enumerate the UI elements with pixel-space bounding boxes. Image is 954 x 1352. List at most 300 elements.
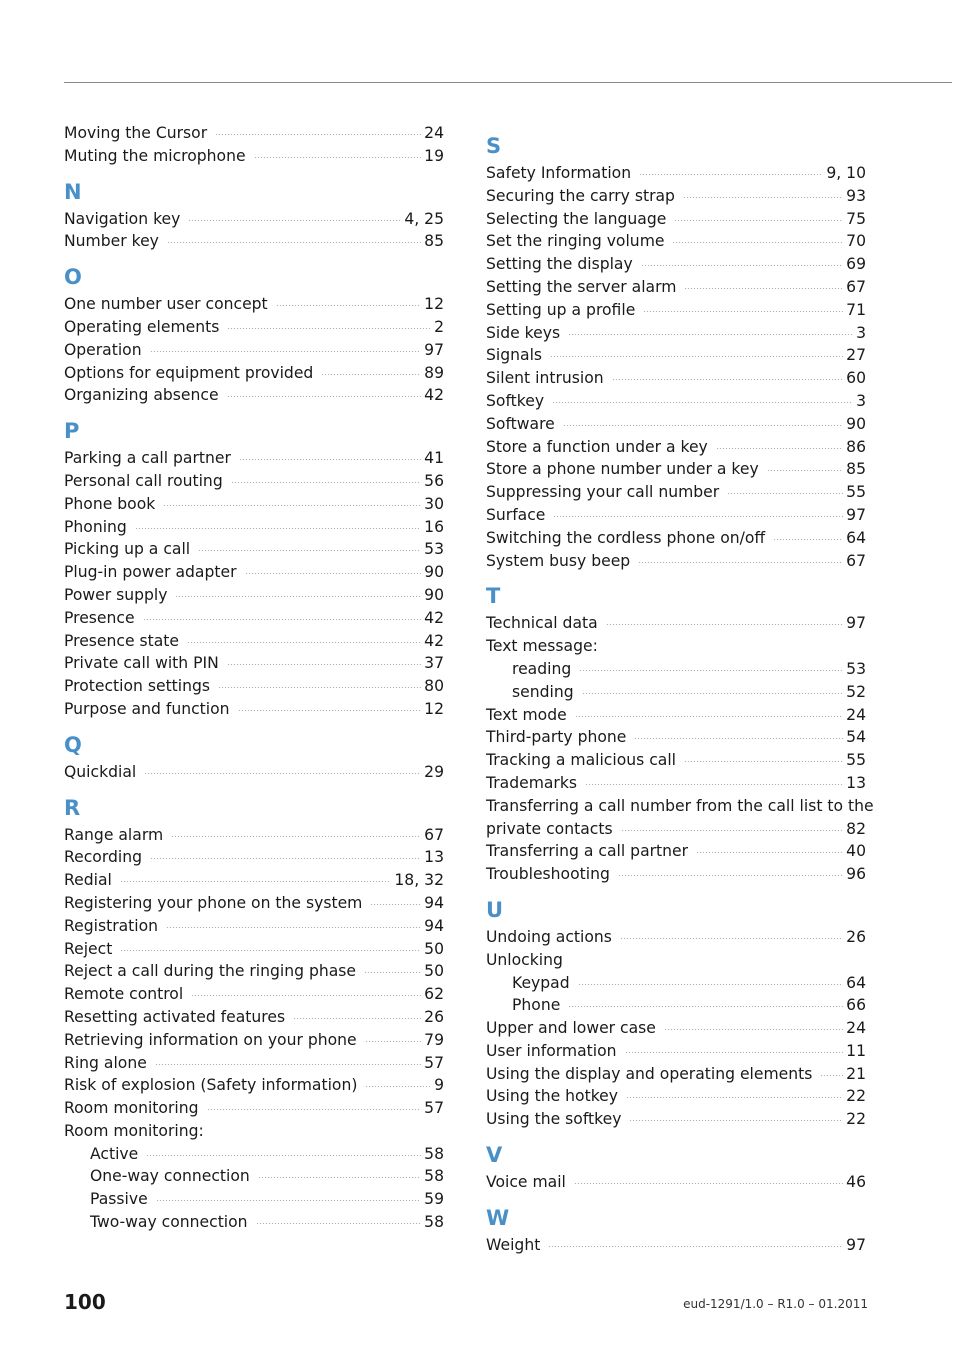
dot-leader: [638, 562, 843, 563]
index-letter-s: S: [486, 134, 502, 158]
dot-leader: [254, 157, 422, 158]
dot-leader: [120, 950, 421, 951]
dot-leader: [629, 1120, 843, 1121]
entry-text: Surface: [486, 505, 546, 524]
entry-page: 26: [424, 1007, 444, 1026]
dot-leader: [696, 852, 843, 853]
entry-page: 56: [424, 471, 444, 490]
dot-leader: [135, 528, 421, 529]
dot-leader: [674, 220, 843, 221]
entry-page: 85: [424, 232, 444, 251]
dot-leader: [187, 642, 421, 643]
index-letter-t: T: [486, 584, 501, 609]
entry-text: Operation: [64, 340, 142, 359]
dot-leader: [227, 396, 422, 397]
index-entry: [486, 208, 866, 231]
index-entry: [486, 1040, 866, 1063]
dot-leader: [171, 836, 421, 837]
index-heading: [486, 635, 866, 658]
entry-text: Power supply: [64, 585, 168, 604]
index-entry: [486, 1085, 866, 1108]
entry-page: 57: [424, 1099, 444, 1118]
index-entry: [486, 458, 866, 481]
index-letter-n: N: [64, 179, 82, 204]
index-entry: [486, 772, 866, 795]
entry-text: Moving the Cursor: [64, 124, 208, 142]
entry-text: Transferring a call number from the call list to the: [486, 796, 874, 815]
index-entry: [64, 1074, 444, 1097]
entry-page: 67: [846, 277, 866, 296]
index-entry: [64, 362, 444, 385]
dot-leader: [144, 773, 421, 774]
index-entry: [64, 447, 444, 470]
page-number: 100: [64, 1290, 106, 1314]
entry-text: Recording: [64, 848, 142, 867]
entry-text: Presence: [64, 608, 135, 627]
index-entry: [486, 840, 866, 863]
entry-page: 69: [846, 255, 866, 274]
index-subentry: [64, 1165, 444, 1188]
entry-page: 3: [856, 323, 866, 342]
entry-page: 62: [424, 985, 444, 1004]
entry-page: 53: [846, 659, 866, 678]
entry-page: 97: [424, 340, 444, 359]
entry-text: Text message:: [486, 637, 598, 656]
entry-text: Quickdial: [64, 762, 137, 781]
dot-leader: [146, 1155, 421, 1156]
entry-page: 42: [424, 608, 444, 627]
entry-page: 46: [846, 1173, 866, 1192]
dot-leader: [563, 425, 843, 426]
entry-text: Navigation key: [64, 209, 181, 228]
entry-page: 9, 10: [826, 164, 866, 182]
entry-text: Using the display and operating elements: [486, 1064, 813, 1083]
index-entry: [486, 863, 866, 886]
dot-leader: [585, 784, 843, 785]
dot-leader: [548, 1246, 843, 1247]
index-entry: [64, 384, 444, 407]
entry-text: Parking a call partner: [64, 449, 231, 468]
entry-text: Selecting the language: [486, 209, 667, 228]
index-entry: [486, 527, 866, 550]
dot-leader: [150, 351, 422, 352]
dot-leader: [568, 1006, 843, 1007]
index-entry: [64, 869, 444, 892]
dot-leader: [293, 1018, 421, 1019]
index-entry: [64, 938, 444, 961]
index-entry: [64, 516, 444, 539]
dot-leader: [175, 596, 421, 597]
header-rule: [64, 82, 952, 83]
dot-leader: [231, 482, 421, 483]
index-subentry: [486, 681, 866, 704]
entry-text: Reject a call during the ringing phase: [64, 962, 357, 981]
dot-leader: [727, 493, 843, 494]
entry-page: 67: [424, 825, 444, 844]
entry-page: 96: [846, 865, 866, 884]
entry-text: Reject: [64, 939, 113, 958]
entry-text: Switching the cordless phone on/off: [486, 528, 766, 547]
entry-text: Muting the microphone: [64, 146, 246, 165]
entry-page: 30: [424, 494, 444, 513]
index-letter-r: R: [64, 795, 81, 820]
dot-leader: [582, 693, 844, 694]
dot-leader: [258, 1177, 421, 1178]
index-entry: [64, 316, 444, 339]
entry-page: 94: [424, 893, 444, 912]
index-entry: [486, 1234, 866, 1257]
dot-leader: [120, 881, 392, 882]
entry-page: 21: [846, 1064, 866, 1083]
entry-text: Safety Information: [486, 164, 632, 182]
entry-page: 59: [424, 1190, 444, 1209]
dot-leader: [626, 1097, 843, 1098]
entry-page: 24: [846, 1019, 866, 1038]
dot-leader: [364, 972, 421, 973]
index-subentry: [486, 994, 866, 1017]
entry-page: 64: [846, 528, 866, 547]
index-entry: [64, 675, 444, 698]
entry-text: Private call with PIN: [64, 654, 219, 673]
entry-page: 58: [424, 1144, 444, 1163]
dot-leader: [215, 134, 421, 135]
index-letter-p: P: [64, 419, 80, 444]
entry-page: 97: [846, 614, 866, 633]
dot-leader: [550, 356, 843, 357]
entry-text: Purpose and function: [64, 699, 230, 718]
entry-text: Side keys: [486, 323, 561, 342]
index-entry: [64, 652, 444, 675]
dot-leader: [370, 904, 421, 905]
entry-page: 60: [846, 369, 866, 388]
index-entry: [486, 926, 866, 949]
entry-page: 82: [846, 819, 866, 838]
entry-page: 22: [846, 1110, 866, 1129]
entry-text: Protection settings: [64, 677, 211, 696]
entry-text: Risk of explosion (Safety information): [64, 1076, 358, 1095]
entry-text: Two-way connection: [90, 1213, 248, 1232]
dot-leader: [207, 1109, 422, 1110]
dot-leader: [606, 624, 843, 625]
index-entry: [64, 698, 444, 721]
index-entry: [64, 824, 444, 847]
entry-text: One number user concept: [64, 295, 268, 314]
entry-text: Operating elements: [64, 317, 220, 336]
dot-leader: [167, 242, 421, 243]
entry-text: Silent intrusion: [486, 369, 604, 388]
index-entry: [64, 208, 444, 231]
index-entry: [64, 1097, 444, 1120]
dot-leader: [245, 573, 422, 574]
entry-text: Store a phone number under a key: [486, 460, 759, 479]
index-entry: [486, 436, 866, 459]
dot-leader: [641, 265, 843, 266]
entry-text: Setting the display: [486, 255, 633, 274]
entry-text: Active: [90, 1144, 139, 1163]
entry-page: 94: [424, 916, 444, 935]
dot-leader: [155, 1064, 421, 1065]
entry-text: Phoning: [64, 517, 127, 536]
entry-text: Passive: [90, 1190, 148, 1209]
dot-leader: [575, 716, 843, 717]
entry-text: Ring alone: [64, 1053, 147, 1072]
index-entry: [64, 607, 444, 630]
index-entry: [64, 339, 444, 362]
entry-text: Picking up a call: [64, 540, 191, 559]
entry-page: 24: [424, 124, 444, 142]
index-entry: [64, 230, 444, 253]
dot-leader: [672, 242, 843, 243]
entry-page: 75: [846, 209, 866, 228]
entry-page: 22: [846, 1087, 866, 1106]
entry-page: 90: [424, 563, 444, 582]
dot-leader: [188, 220, 401, 221]
index-letter-q: Q: [64, 732, 82, 757]
dot-leader: [552, 402, 853, 403]
entry-page: 42: [424, 386, 444, 405]
entry-page: 58: [424, 1213, 444, 1232]
dot-leader: [365, 1041, 422, 1042]
entry-text: Unlocking: [486, 950, 563, 969]
entry-text: Undoing actions: [486, 927, 612, 946]
entry-page: 19: [424, 146, 444, 165]
index-entry: [486, 413, 866, 436]
index-column-left: [64, 122, 444, 1234]
entry-text: Room monitoring:: [64, 1121, 204, 1140]
entry-page: 13: [846, 773, 866, 792]
index-entry: [486, 1063, 866, 1086]
index-letter-v: V: [486, 1143, 503, 1168]
entry-text: Personal call routing: [64, 471, 223, 490]
entry-page: 70: [846, 232, 866, 251]
index-entry: [64, 1006, 444, 1029]
entry-text: System busy beep: [486, 551, 631, 570]
entry-page: 64: [846, 973, 866, 992]
entry-page: 13: [424, 848, 444, 867]
entry-page: 89: [424, 363, 444, 382]
entry-page: 12: [424, 295, 444, 314]
index-subentry: [64, 1188, 444, 1211]
entry-text: Transferring a call partner: [486, 842, 689, 861]
entry-page: 4, 25: [404, 209, 444, 228]
index-entry: [64, 761, 444, 784]
entry-page: 16: [424, 517, 444, 536]
entry-text: Setting up a profile: [486, 300, 636, 319]
entry-text: Upper and lower case: [486, 1019, 656, 1038]
index-entry: [64, 983, 444, 1006]
index-entry: [486, 299, 866, 322]
index-entry: [64, 960, 444, 983]
index-entry: [486, 390, 866, 413]
entry-text: Redial: [64, 871, 112, 890]
index-entry: [64, 584, 444, 607]
entry-page: 86: [846, 437, 866, 456]
index-heading: [486, 949, 866, 972]
dot-leader: [239, 459, 421, 460]
dot-leader: [683, 197, 843, 198]
index-entry: [64, 1052, 444, 1075]
index-entry: [486, 612, 866, 635]
entry-text: Signals: [486, 346, 543, 365]
dot-leader: [227, 328, 431, 329]
index-entry: [64, 892, 444, 915]
index-subentry: [486, 658, 866, 681]
index-letter-o: O: [64, 265, 82, 290]
dot-leader: [625, 1052, 844, 1053]
dot-leader: [365, 1086, 431, 1087]
dot-leader: [820, 1075, 843, 1076]
dot-leader: [618, 875, 843, 876]
index-subentry: [64, 1211, 444, 1234]
entry-page: 50: [424, 939, 444, 958]
entry-text: Organizing absence: [64, 386, 219, 405]
dot-leader: [276, 305, 421, 306]
index-entry: [486, 818, 866, 841]
index-entry: [64, 470, 444, 493]
entry-page: 40: [846, 842, 866, 861]
entry-text: Technical data: [486, 614, 598, 633]
entry-page: 29: [424, 762, 444, 781]
dot-leader: [143, 619, 422, 620]
dot-leader: [198, 550, 421, 551]
dot-leader: [553, 516, 843, 517]
dot-leader: [150, 858, 421, 859]
dot-leader: [639, 174, 823, 175]
entry-page: 97: [846, 1235, 866, 1254]
entry-page: 3: [856, 391, 866, 410]
dot-leader: [156, 1200, 421, 1201]
index-entry: [486, 704, 866, 727]
entry-text: Troubleshooting: [486, 865, 610, 884]
entry-page: 55: [846, 483, 866, 502]
entry-page: 52: [846, 682, 866, 701]
entry-text: Range alarm: [64, 825, 164, 844]
dot-leader: [767, 470, 843, 471]
dot-leader: [578, 984, 844, 985]
dot-leader: [579, 670, 843, 671]
index-entry: [486, 504, 866, 527]
entry-text: Registering your phone on the system: [64, 893, 363, 912]
entry-text: User information: [486, 1041, 617, 1060]
index-entry: [486, 481, 866, 504]
entry-text: Setting the server alarm: [486, 277, 677, 296]
entry-text: Tracking a malicious call: [486, 751, 677, 770]
dot-leader: [218, 687, 421, 688]
entry-page: 12: [424, 699, 444, 718]
index-entry: [64, 122, 444, 145]
entry-page: 9: [434, 1076, 444, 1095]
index-entry: [64, 145, 444, 168]
index-entry: [64, 493, 444, 516]
entry-text: Keypad: [512, 973, 570, 992]
entry-page: 90: [846, 414, 866, 433]
entry-text: Trademarks: [486, 773, 578, 792]
entry-page: 80: [424, 677, 444, 696]
entry-page: 67: [846, 551, 866, 570]
entry-text: Third-party phone: [486, 728, 627, 747]
entry-text: Phone book: [64, 494, 156, 513]
dot-leader: [612, 379, 844, 380]
dot-leader: [773, 539, 843, 540]
entry-text: private contacts: [486, 819, 613, 838]
index-entry: [486, 185, 866, 208]
entry-page: 18, 32: [394, 871, 444, 890]
dot-leader: [256, 1223, 422, 1224]
dot-leader: [664, 1029, 843, 1030]
entry-text: Securing the carry strap: [486, 186, 675, 205]
dot-leader: [621, 830, 844, 831]
entry-text: Store a function under a key: [486, 437, 708, 456]
entry-page: 24: [846, 705, 866, 724]
entry-text: reading: [512, 659, 572, 678]
entry-page: 27: [846, 346, 866, 365]
dot-leader: [568, 334, 853, 335]
entry-page: 90: [424, 585, 444, 604]
dot-leader: [163, 505, 421, 506]
index-entry: [486, 749, 866, 772]
entry-page: 26: [846, 927, 866, 946]
entry-text: Plug-in power adapter: [64, 563, 237, 582]
dot-leader: [166, 927, 421, 928]
dot-leader: [620, 938, 843, 939]
dot-leader: [643, 311, 843, 312]
dot-leader: [227, 664, 421, 665]
dot-leader: [321, 374, 421, 375]
entry-page: 50: [424, 962, 444, 981]
entry-text: Set the ringing volume: [486, 232, 665, 251]
index-entry: [64, 915, 444, 938]
entry-text: Retrieving information on your phone: [64, 1030, 357, 1049]
dot-leader: [574, 1183, 843, 1184]
entry-text: Software: [486, 414, 555, 433]
entry-text: Registration: [64, 916, 159, 935]
index-entry: [64, 846, 444, 869]
entry-page: 11: [846, 1041, 866, 1060]
index-entry: [486, 1171, 866, 1194]
entry-page: 71: [846, 300, 866, 319]
index-entry: [486, 276, 866, 299]
dot-leader: [684, 288, 843, 289]
entry-text: Weight: [486, 1235, 541, 1254]
entry-page: 54: [846, 728, 866, 747]
index-heading: [64, 1120, 444, 1143]
entry-text: Text mode: [486, 705, 567, 724]
document-id: eud-1291/1.0 – R1.0 – 01.2011: [683, 1297, 868, 1311]
index-entry: [486, 162, 866, 185]
index-subentry: [64, 1143, 444, 1166]
entry-text: Voice mail: [486, 1173, 566, 1192]
index-entry: [486, 230, 866, 253]
entry-text: One-way connection: [90, 1167, 250, 1186]
index-letter-u: U: [486, 897, 504, 922]
entry-text: Phone: [512, 996, 561, 1015]
dot-leader: [684, 761, 843, 762]
index-entry: [486, 726, 866, 749]
index-letter-w: W: [486, 1205, 510, 1230]
entry-page: 42: [424, 631, 444, 650]
index-entry: [64, 630, 444, 653]
entry-text: Room monitoring: [64, 1099, 199, 1118]
entry-page: 58: [424, 1167, 444, 1186]
entry-page: 57: [424, 1053, 444, 1072]
index-entry: [486, 253, 866, 276]
index-entry: [64, 1029, 444, 1052]
entry-text: Suppressing your call number: [486, 483, 720, 502]
entry-text: Number key: [64, 232, 159, 251]
entry-page: 97: [846, 505, 866, 524]
entry-page: 66: [846, 996, 866, 1015]
index-entry: [486, 1017, 866, 1040]
